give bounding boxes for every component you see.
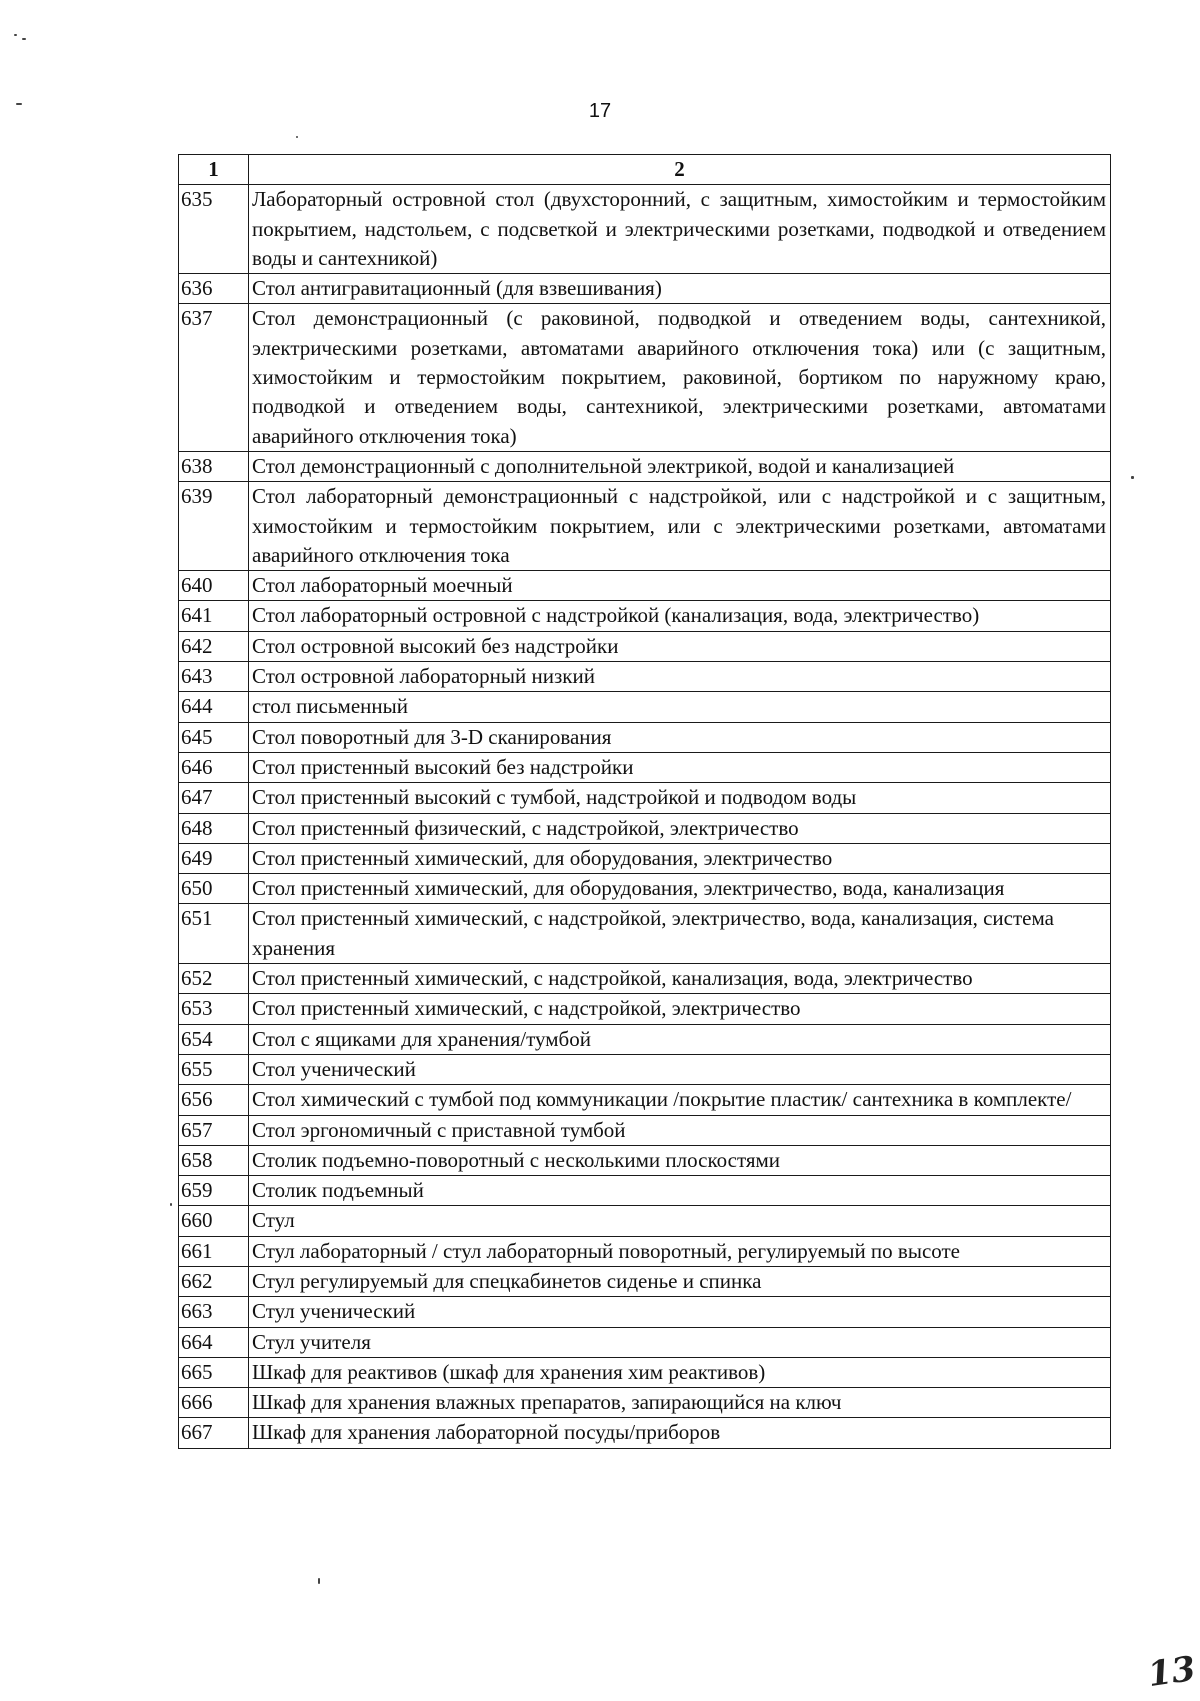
row-number: 644	[179, 692, 249, 722]
row-description: Стол поворотный для 3-D сканирования	[249, 722, 1111, 752]
items-table	[178, 154, 1111, 1449]
row-description: Стол пристенный высокий с тумбой, надстройкой и подводом воды	[249, 783, 1111, 813]
row-number: 649	[179, 843, 249, 873]
table-row	[179, 994, 1111, 1024]
row-description: Стол антигравитационный (для взвешивания)	[249, 274, 1111, 304]
row-description: Стол пристенный химический, с надстройкой, электричество	[249, 994, 1111, 1024]
table-row	[179, 274, 1111, 304]
row-description: Стол демонстрационный (с раковиной, подводкой и отведением воды, сантехникой, электрическими розетками, автоматами аварийного отключения тока) или (с защитным, химостойким и термостойким покрытием, раковиной, бортиком по наружному краю, подводкой и отведением воды, сантехникой, электрическими розетками, автоматами аварийного отключения тока)	[249, 304, 1111, 451]
row-number: 652	[179, 964, 249, 994]
row-description: Стул ученический	[249, 1297, 1111, 1327]
scan-speck	[318, 1578, 320, 1584]
row-description: Стол эргономичный с приставной тумбой	[249, 1115, 1111, 1145]
row-description: Стол пристенный физический, с надстройкой, электричество	[249, 813, 1111, 843]
row-description: Стол островной лабораторный низкий	[249, 662, 1111, 692]
table-row	[179, 482, 1111, 571]
table-body	[179, 185, 1111, 1448]
row-number: 636	[179, 274, 249, 304]
row-number: 645	[179, 722, 249, 752]
table-row	[179, 631, 1111, 661]
row-number: 654	[179, 1024, 249, 1054]
row-description: Шкаф для хранения лабораторной посуды/приборов	[249, 1418, 1111, 1448]
row-number: 661	[179, 1236, 249, 1266]
row-description: Стол с ящиками для хранения/тумбой	[249, 1024, 1111, 1054]
row-number: 664	[179, 1327, 249, 1357]
row-number: 635	[179, 185, 249, 274]
row-description: Стол пристенный химический, с надстройкой, канализация, вода, электричество	[249, 964, 1111, 994]
row-description: Стол демонстрационный с дополнительной электрикой, водой и канализацией	[249, 451, 1111, 481]
row-description: Стул регулируемый для спецкабинетов сиденье и спинка	[249, 1266, 1111, 1296]
table-row	[179, 1145, 1111, 1175]
table-row	[179, 1236, 1111, 1266]
table-row	[179, 1176, 1111, 1206]
row-number: 647	[179, 783, 249, 813]
scan-speck	[16, 103, 22, 105]
row-description: Стол лабораторный демонстрационный с надстройкой, или с надстройкой и с защитным, химостойким и термостойким покрытием, или с электрическими розетками, автоматами аварийного отключения тока	[249, 482, 1111, 571]
table-row	[179, 601, 1111, 631]
row-description: Стол пристенный химический, для оборудования, электричество	[249, 843, 1111, 873]
row-description: Стол химический с тумбой под коммуникации /покрытие пластик/ сантехника в комплекте/	[249, 1085, 1111, 1115]
row-number: 665	[179, 1357, 249, 1387]
row-description: Стол островной высокий без надстройки	[249, 631, 1111, 661]
table-header-row	[179, 155, 1111, 185]
row-description: Стул учителя	[249, 1327, 1111, 1357]
table-row	[179, 752, 1111, 782]
row-number: 658	[179, 1145, 249, 1175]
table-row	[179, 1085, 1111, 1115]
row-description: Лабораторный островной стол (двухсторонний, с защитным, химостойким и термостойким покрытием, надстольем, с подсветкой и электрическими розетками, подводкой и отведением воды и сантехникой)	[249, 185, 1111, 274]
table-row	[179, 1297, 1111, 1327]
row-number: 640	[179, 571, 249, 601]
row-number: 660	[179, 1206, 249, 1236]
row-number: 641	[179, 601, 249, 631]
scan-speck	[1131, 476, 1134, 479]
row-number: 656	[179, 1085, 249, 1115]
handwritten-page-mark: 13	[1145, 1648, 1198, 1696]
row-number: 657	[179, 1115, 249, 1145]
table-row	[179, 692, 1111, 722]
table-row	[179, 304, 1111, 451]
row-description: стол письменный	[249, 692, 1111, 722]
row-description: Шкаф для хранения влажных препаратов, запирающийся на ключ	[249, 1388, 1111, 1418]
row-number: 663	[179, 1297, 249, 1327]
table-row	[179, 722, 1111, 752]
table-row	[179, 813, 1111, 843]
table-row	[179, 1024, 1111, 1054]
row-number: 653	[179, 994, 249, 1024]
row-number: 666	[179, 1388, 249, 1418]
row-description: Стол пристенный химический, с надстройкой, электричество, вода, канализация, система хранения	[249, 904, 1111, 964]
table-row	[179, 904, 1111, 964]
row-number: 655	[179, 1054, 249, 1084]
table-row	[179, 185, 1111, 274]
row-number: 667	[179, 1418, 249, 1448]
table-row	[179, 1266, 1111, 1296]
table-row	[179, 662, 1111, 692]
table-row	[179, 964, 1111, 994]
table-row	[179, 843, 1111, 873]
row-description: Стол лабораторный моечный	[249, 571, 1111, 601]
row-number: 643	[179, 662, 249, 692]
row-number: 637	[179, 304, 249, 451]
row-number: 646	[179, 752, 249, 782]
table-row	[179, 1327, 1111, 1357]
table-row	[179, 1115, 1111, 1145]
row-number: 642	[179, 631, 249, 661]
table-row	[179, 1418, 1111, 1448]
table-row	[179, 1388, 1111, 1418]
table-header	[179, 155, 1111, 185]
scan-speck	[22, 38, 26, 40]
row-number: 651	[179, 904, 249, 964]
column-header-number: 1	[179, 155, 249, 185]
row-number: 648	[179, 813, 249, 843]
row-description: Шкаф для реактивов (шкаф для хранения хим реактивов)	[249, 1357, 1111, 1387]
row-number: 659	[179, 1176, 249, 1206]
row-number: 662	[179, 1266, 249, 1296]
table-row	[179, 1357, 1111, 1387]
row-description: Стол ученический	[249, 1054, 1111, 1084]
row-description: Стол пристенный химический, для оборудования, электричество, вода, канализация	[249, 874, 1111, 904]
table-row	[179, 571, 1111, 601]
table-row	[179, 783, 1111, 813]
row-description: Стул лабораторный / стул лабораторный поворотный, регулируемый по высоте	[249, 1236, 1111, 1266]
row-description: Стол пристенный высокий без надстройки	[249, 752, 1111, 782]
row-number: 650	[179, 874, 249, 904]
row-description: Столик подъемный	[249, 1176, 1111, 1206]
page-number: 17	[588, 100, 612, 122]
column-header-name: 2	[249, 155, 1111, 185]
row-description: Стул	[249, 1206, 1111, 1236]
table-row	[179, 874, 1111, 904]
scan-speck	[296, 136, 298, 138]
table-row	[179, 1054, 1111, 1084]
row-description: Стол лабораторный островной с надстройкой (канализация, вода, электричество)	[249, 601, 1111, 631]
table-row	[179, 1206, 1111, 1236]
row-description: Столик подъемно-поворотный с несколькими плоскостями	[249, 1145, 1111, 1175]
scan-speck	[14, 34, 17, 36]
table-row	[179, 451, 1111, 481]
scan-speck	[170, 1203, 172, 1206]
row-number: 639	[179, 482, 249, 571]
row-number: 638	[179, 451, 249, 481]
